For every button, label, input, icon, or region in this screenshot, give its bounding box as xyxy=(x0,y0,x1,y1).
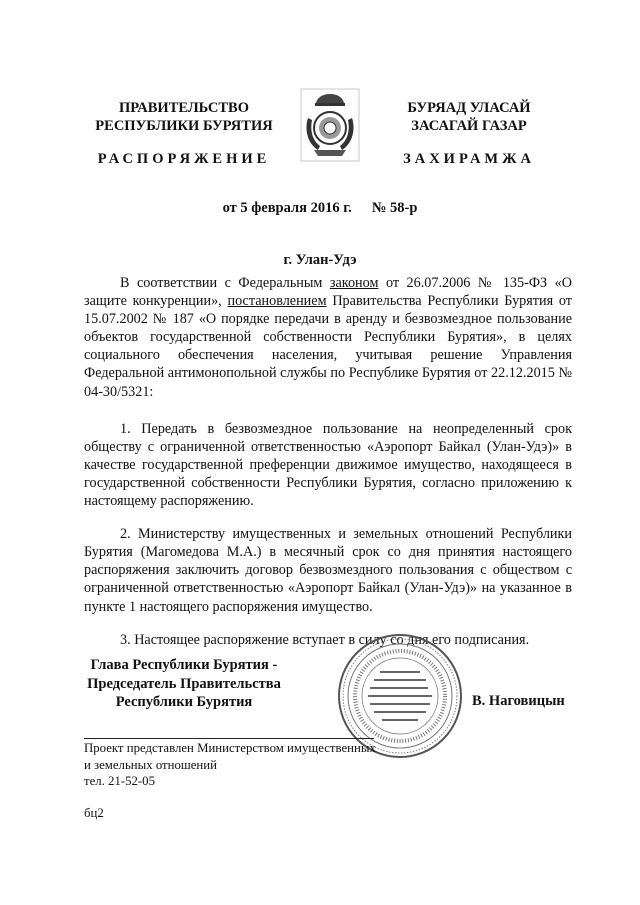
header-right-line2: ЗАСАГАЙ ГАЗАР xyxy=(411,118,527,134)
header-right-line1: БУРЯАД УЛАСАЙ xyxy=(407,100,531,116)
item-1: 1. Передать в безвозмездное пользование на неопределенный срок обществу с ограниченной ответственностью «Аэропорт Байкал (Улан-Удэ)» в качестве государственной преференции движимое имущество, находящееся в государственной собственности Республики Бурятия, согласно приложению к настоящему распоряжению. xyxy=(84,420,572,510)
header-left-line1: ПРАВИТЕЛЬСТВО xyxy=(119,100,249,116)
signatory-title-line2: Председатель Правительства xyxy=(87,675,281,692)
resolution-link[interactable]: постановлением xyxy=(227,293,327,310)
order-type-left: РАСПОРЯЖЕНИЕ xyxy=(97,151,271,167)
intro-text-3: Правительства Республики Бурятия от 15.07.2002 № 187 «О порядке передачи в аренду и безвозмездное пользование объектов государственной собственности Республики Бурятия», в целях социального обеспечения населения, учитывая решение Управления Федеральной антимонопольной службы по Республике Бурятия от 22.12.2015 № 04-30/5321: xyxy=(84,293,572,400)
intro-text-2: от 26.07.2006 № 135-ФЗ «О защите конкуренции», xyxy=(84,275,572,310)
order-number: № 58-р xyxy=(371,200,418,216)
item-3: 3. Настоящее распоряжение вступает в силу со дня его подписания. xyxy=(120,631,530,648)
document-body xyxy=(84,274,572,664)
header-right-authority xyxy=(374,99,564,135)
order-type-right: ЗАХИРАМЖА xyxy=(403,151,535,167)
buryatia-coat-of-arms-icon xyxy=(300,88,360,162)
signatory-title-line3: Республики Бурятия xyxy=(115,694,253,710)
signatory-name: В. Наговицын xyxy=(472,693,565,709)
footer-note xyxy=(84,740,376,790)
order-date: от 5 февраля 2016 г. xyxy=(222,200,352,216)
item-2: 2. Министерству имущественных и земельных отношений Республики Бурятия (Магомедова М.А.) в месячный срок со дня принятия настоящего распоряжения заключить договор безвозмездного пользования с обществом с ограниченной ответственностью «Аэропорт Байкал (Улан-Удэ)» на указанное в пункте 1 настоящего распоряжения имущество. xyxy=(84,526,572,615)
law-link[interactable]: законом xyxy=(329,275,379,291)
city: г. Улан-Удэ xyxy=(283,252,357,268)
footer-line2: и земельных отношений xyxy=(84,757,217,772)
footer-line1: Проект представлен Министерством имущественных xyxy=(84,741,376,755)
header-left-line2: РЕСПУБЛИКИ БУРЯТИЯ xyxy=(95,118,273,134)
signatory-title-line1: Глава Республики Бурятия - xyxy=(90,657,278,673)
header-left-authority xyxy=(84,99,284,135)
date-number-line xyxy=(0,200,640,217)
footer-phone: тел. 21-52-05 xyxy=(84,774,155,788)
intro-text-1: В соответствии с Федеральным xyxy=(120,275,330,291)
footer-divider xyxy=(84,738,374,739)
signatory-title xyxy=(84,656,284,712)
document-code: бц2 xyxy=(84,806,104,820)
intro-paragraph xyxy=(84,274,572,401)
